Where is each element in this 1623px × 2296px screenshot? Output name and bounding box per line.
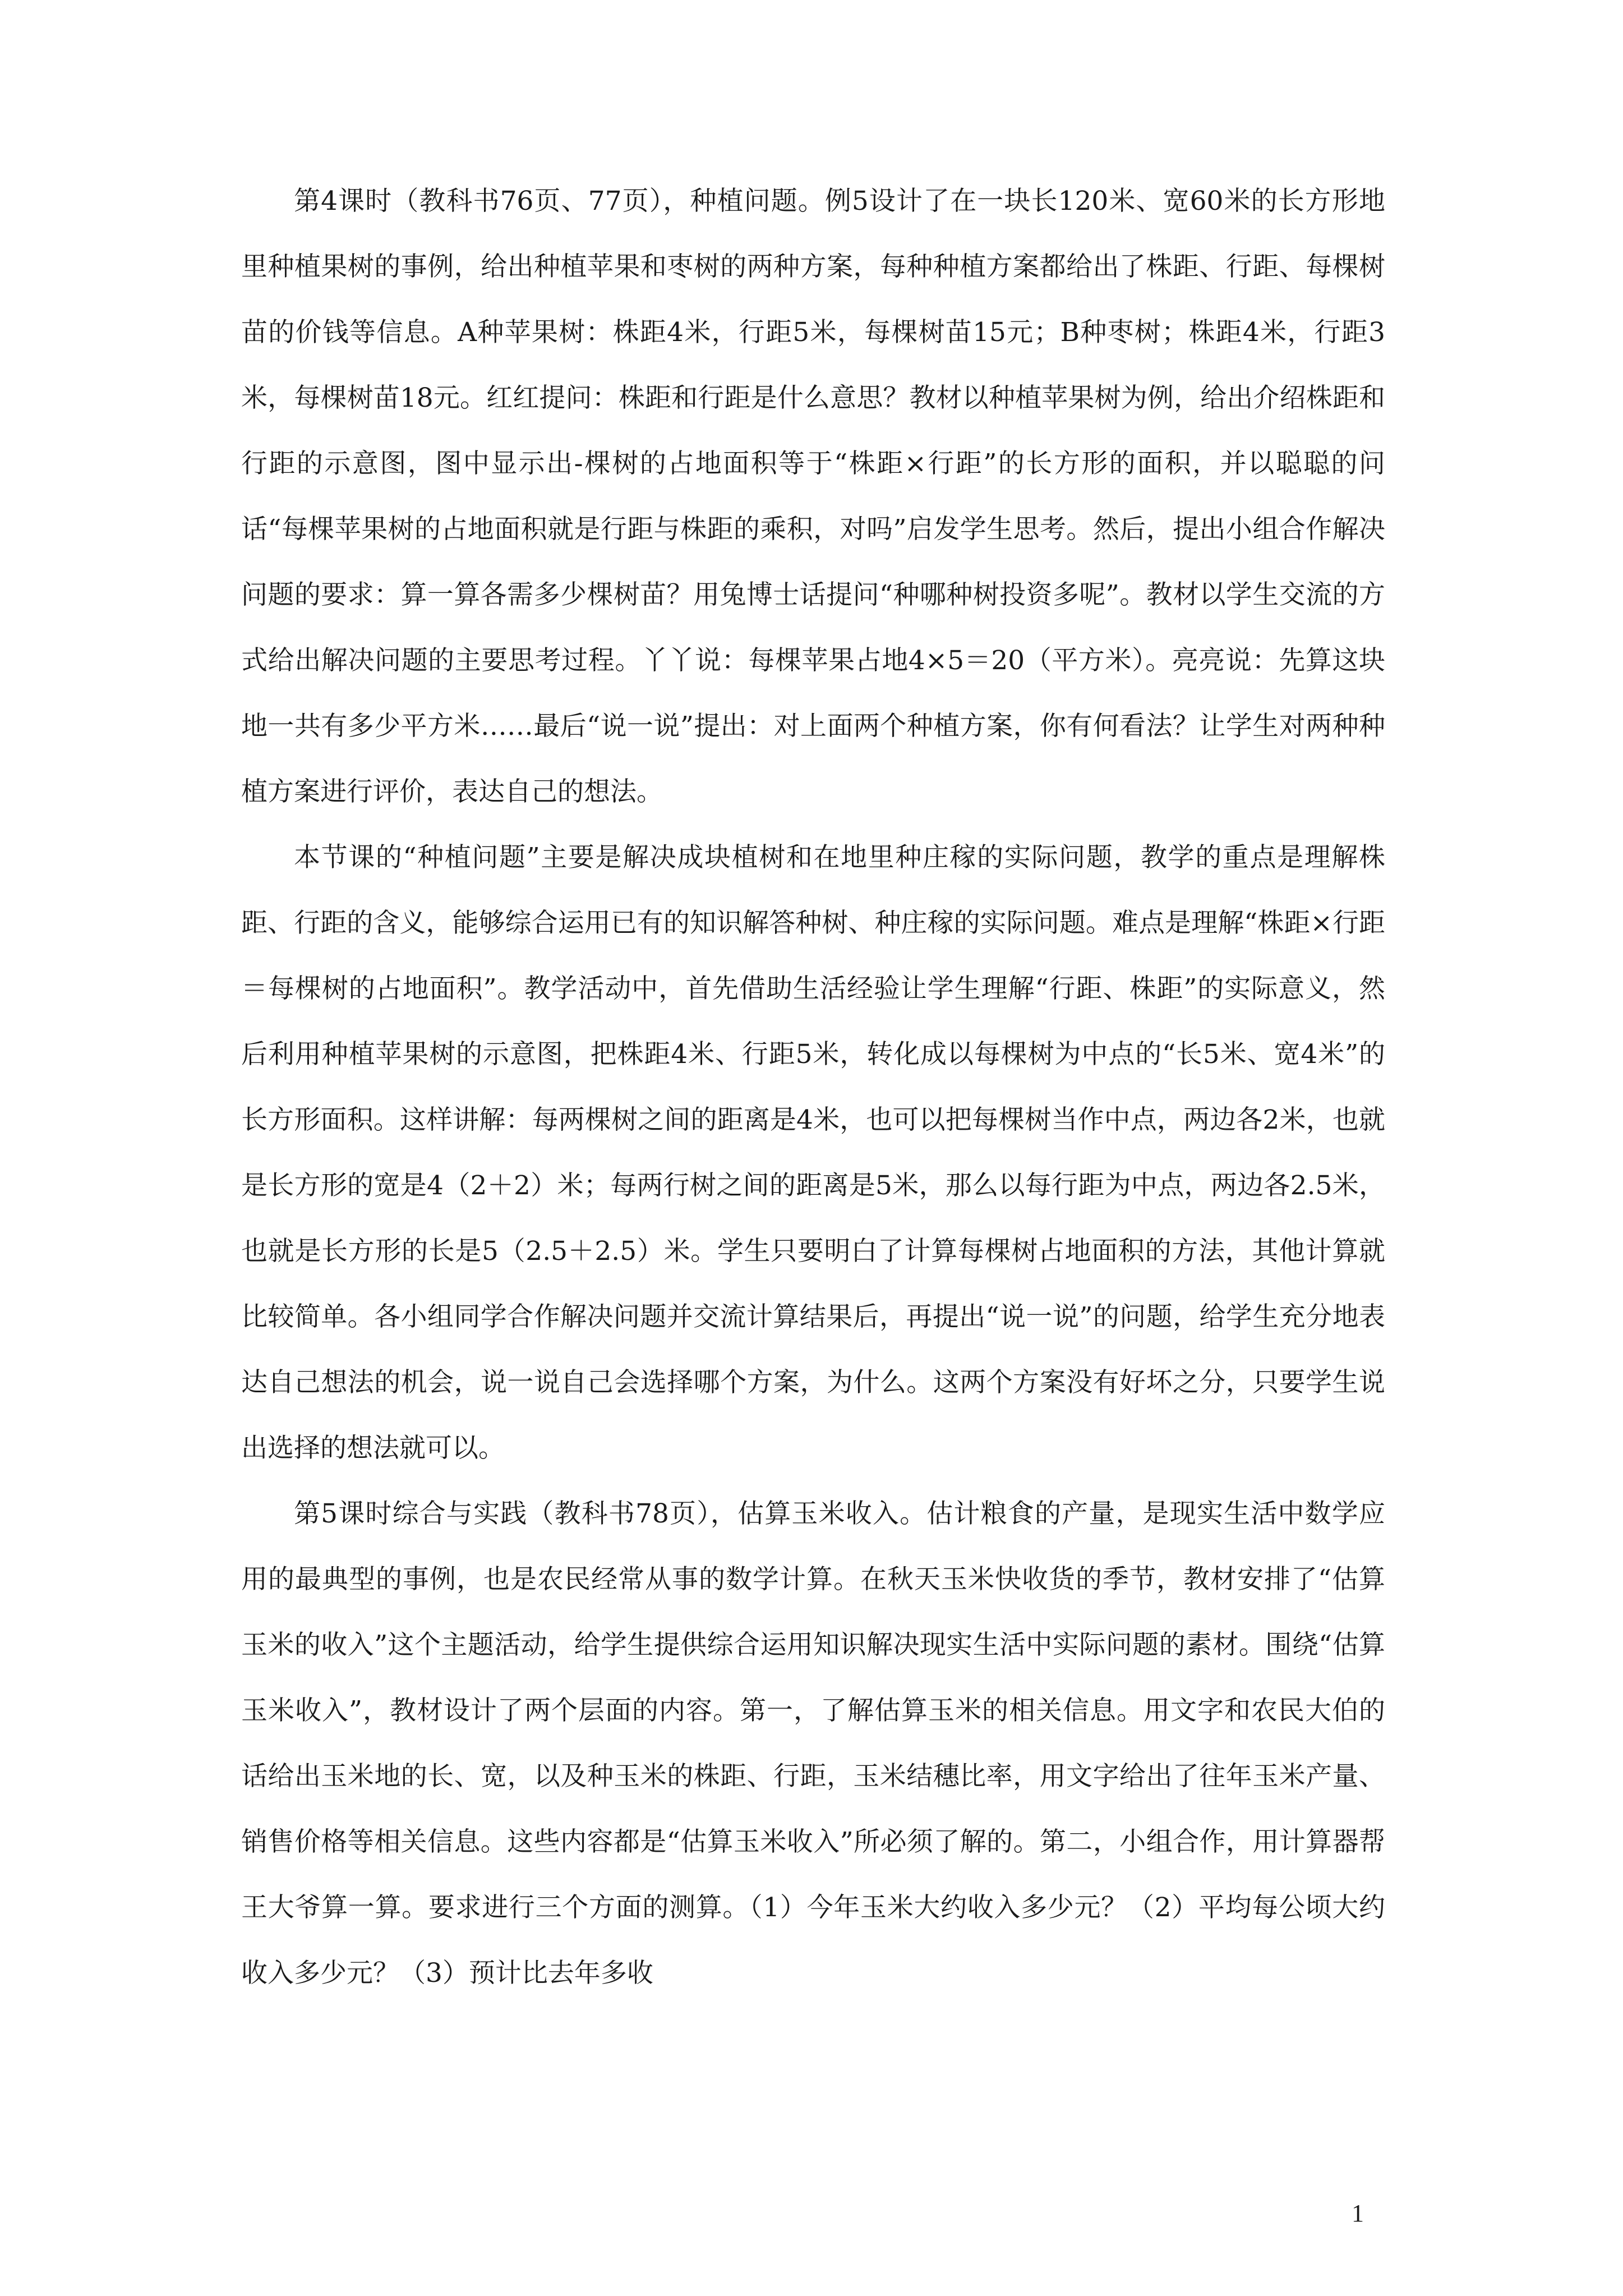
paragraph-lesson-4: 第4课时（教科书76页、77页），种植问题。例5设计了在一块长120米、宽60米的长方形地里种植果树的事例，给出种植苹果和枣树的两种方案，每种种植方案都给出了株距、行距、每棵树苗的价钱等信息。A种苹果树：株距4米，行距5米，每棵树苗15元；B种枣树；株距4米，行距3米，每棵树苗18元。红红提问：株距和行距是什么意思？教材以种植苹果树为例，给出介绍株距和行距的示意图，图中显示出-棵树的占地面积等于“株距×行距”的长方形的面积，并以聪聪的问话“每棵苹果树的占地面积就是行距与株距的乘积，对吗”启发学生思考。然后，提出小组合作解决问题的要求：算一算各需多少棵树苗？用兔博士话提问“种哪种树投资多呢”。教材以学生交流的方式给出解决问题的主要思考过程。丫丫说：每棵苹果占地4×5＝20（平方米）。亮亮说：先算这块地一共有多少平方米……最后“说一说”提出：对上面两个种植方案，你有何看法？让学生对两种种植方案进行评价，表达自己的想法。 xyxy=(241,186,1385,807)
paragraph-planting-problem-teaching: 本节课的“种植问题”主要是解决成块植树和在地里种庄稼的实际问题，教学的重点是理解株距、行距的含义，能够综合运用已有的知识解答种树、种庄稼的实际问题。难点是理解“株距×行距＝每棵树的占地面积”。教学活动中，首先借助生活经验让学生理解“行距、株距”的实际意义，然后利用种植苹果树的示意图，把株距4米、行距5米，转化成以每棵树为中点的“长5米、宽4米”的长方形面积。这样讲解：每两棵树之间的距离是4米，也可以把每棵树当作中点，两边各2米，也就是长方形的宽是4（2＋2）米；每两行树之间的距离是5米，那么以每行距为中点，两边各2.5米，也就是长方形的长是5（2.5＋2.5）米。学生只要明白了计算每棵树占地面积的方法，其他计算就比较简单。各小组同学合作解决问题并交流计算结果后，再提出“说一说”的问题，给学生充分地表达自己想法的机会，说一说自己会选择哪个方案，为什么。这两个方案没有好坏之分，只要学生说出选择的想法就可以。 xyxy=(241,842,1385,1464)
page-number: 1 xyxy=(1352,2200,1364,2227)
document-body xyxy=(241,168,1385,2006)
paragraph-lesson-5: 第5课时综合与实践（教科书78页），估算玉米收入。估计粮食的产量，是现实生活中数学应用的最典型的事例，也是农民经常从事的数学计算。在秋天玉米快收货的季节，教材安排了“估算玉米的收入”这个主题活动，给学生提供综合运用知识解决现实生活中实际问题的素材。围绕“估算玉米收入”，教材设计了两个层面的内容。第一，了解估算玉米的相关信息。用文字和农民大伯的话给出玉米地的长、宽，以及种玉米的株距、行距，玉米结穗比率，用文字给出了往年玉米产量、销售价格等相关信息。这些内容都是“估算玉米收入”所必须了解的。第二，小组合作，用计算器帮王大爷算一算。要求进行三个方面的测算。（1）今年玉米大约收入多少元？（2）平均每公顷大约收入多少元？（3）预计比去年多收 xyxy=(241,1498,1385,1989)
